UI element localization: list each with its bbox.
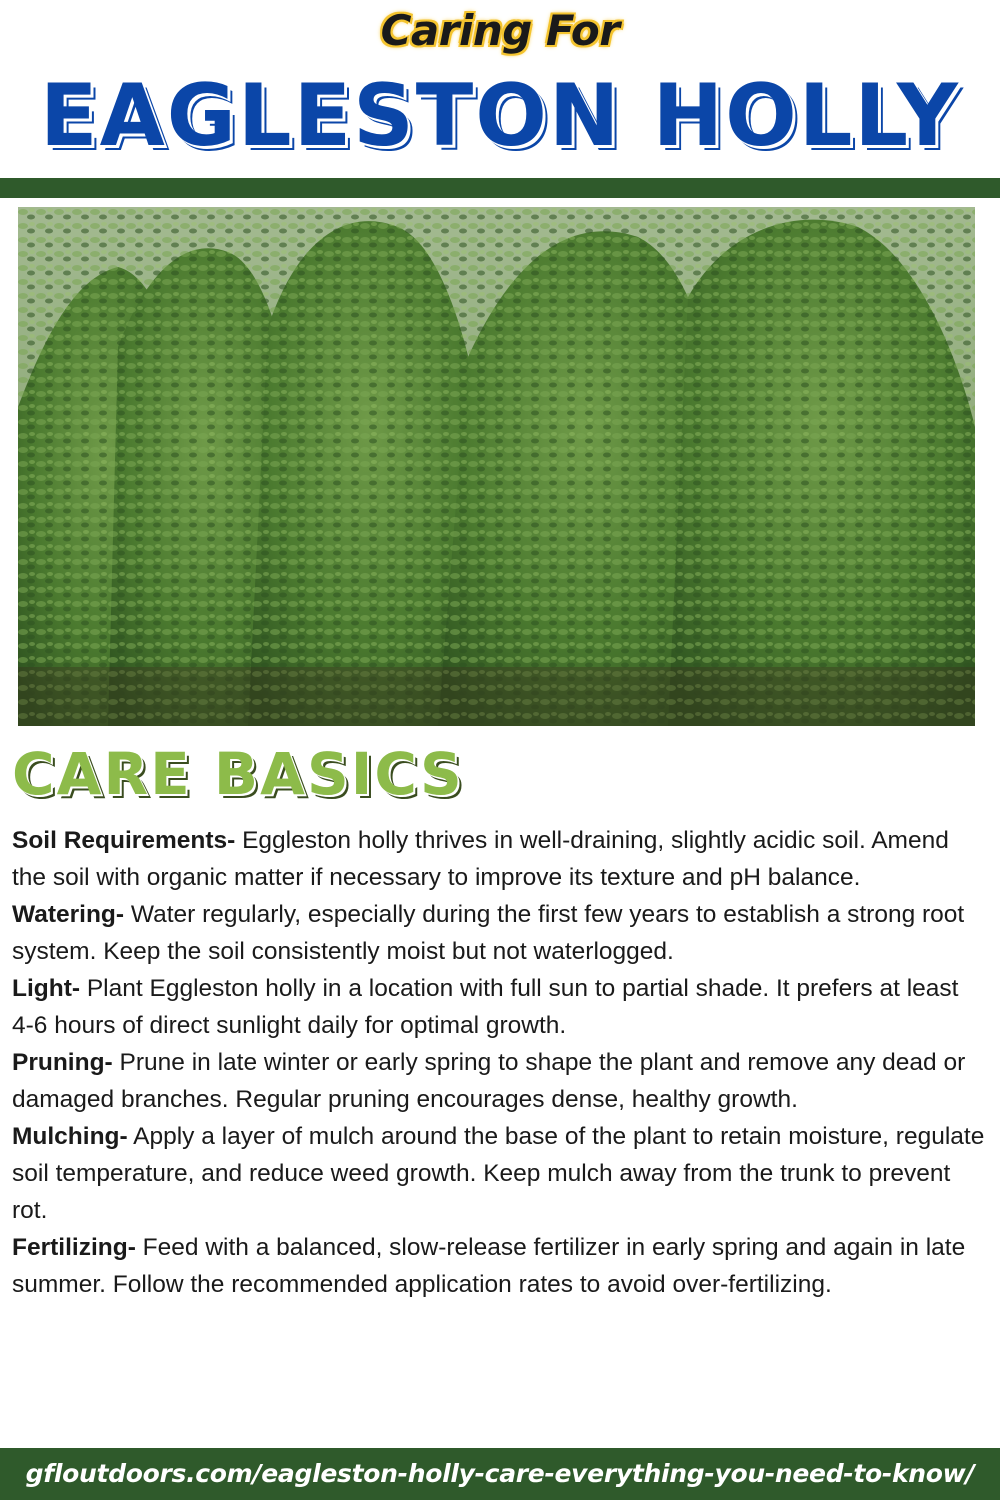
care-item-label: Soil Requirements- — [12, 827, 236, 854]
header — [0, 0, 1000, 178]
care-item-label: Pruning- — [12, 1049, 113, 1076]
care-item-light — [12, 970, 987, 1044]
care-item-text: Plant Eggleston holly in a location with full sun to partial shade. It prefers at least 4-6 hours of direct sunlight daily for optimal growth. — [12, 975, 959, 1039]
care-item-label: Fertilizing- — [12, 1234, 136, 1261]
care-item-text: Eggleston holly thrives in well-draining, slightly acidic soil. Amend the soil with organic matter if necessary to improve its texture and pH balance. — [12, 827, 949, 891]
care-item-text: Water regularly, especially during the first few years to establish a strong root system. Keep the soil consistently moist but not waterlogged. — [12, 901, 965, 965]
care-item-soil — [12, 822, 987, 896]
care-item-text: Apply a layer of mulch around the base of the plant to retain moisture, regulate soil temperature, and reduce weed growth. Keep mulch away from the trunk to prevent rot. — [12, 1123, 985, 1224]
holly-hedge-photo — [18, 207, 975, 726]
care-item-fertilizing — [12, 1229, 987, 1303]
header-divider — [0, 178, 1000, 198]
page-title: EAGLESTON HOLLY — [40, 66, 960, 166]
section-title: CARE BASICS — [12, 740, 464, 808]
footer-url-link[interactable]: gfloutdoors.com/eagleston-holly-care-everything-you-need-to-know/ — [0, 1448, 1000, 1500]
subtitle: Caring For — [380, 6, 620, 55]
care-item-text: Prune in late winter or early spring to shape the plant and remove any dead or damaged branches. Regular pruning encourages dense, healthy growth. — [12, 1049, 966, 1113]
care-item-label: Light- — [12, 975, 81, 1002]
holly-hedge-illustration — [18, 207, 975, 726]
care-item-pruning — [12, 1044, 987, 1118]
care-item-text: Feed with a balanced, slow-release fertilizer in early spring and again in late summer. Follow the recommended application rates to avoid over-fertilizing. — [12, 1234, 966, 1298]
care-item-mulching — [12, 1118, 987, 1229]
care-list — [12, 822, 987, 1303]
care-item-label: Mulching- — [12, 1123, 128, 1150]
care-item-label: Watering- — [12, 901, 125, 928]
care-item-watering — [12, 896, 987, 970]
